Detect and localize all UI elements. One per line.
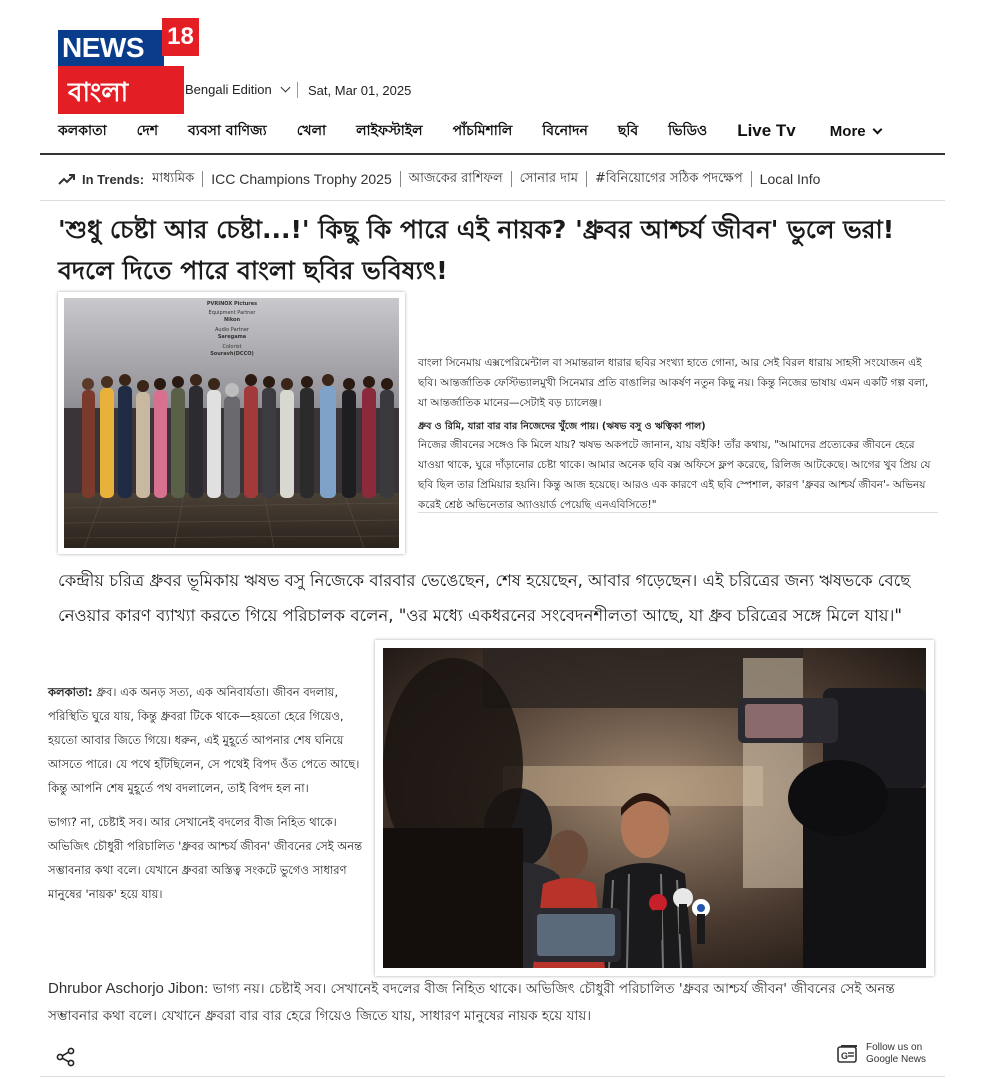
svg-text:PVRINOX Pictures: PVRINOX Pictures <box>206 301 258 307</box>
body-paragraph-1-text: ধ্রুব। এক অনড় সত্য, এক অনিবার্যতা। জীবন বদলায়, পরিস্থিতি ঘুরে যায়, কিন্তু ধ্রুবরা টিকে থাকে—হয়তো হেরে গিয়েও, হয়তো আবার জিতে গিয়ে। ধরুন, এই মুহূর্তে আপনার শেষ ঘনিয়ে আসতে পারে। যে পথে হাঁটছিলেন, সে পথেই বিপদ ওঁত পেতে আছে। কিন্তু আপনি শেষ মুহূর্তে পথ বদলালেন, তাই বিপদ হল না। <box>48 685 360 795</box>
intro-paragraph: বাংলা সিনেমায় এক্সপেরিমেন্টাল বা সমান্তরাল ধারার ছবির সংখ্যা হাতে গোনা, আর সেই বিরল ধারায় সাহসী সংযোজন এই ছবি। আন্তর্জাতিক ফেস্টিভ্যালমুখী সিনেমার প্রতি বাঙালির আকর্ষণ নতুন কিছু নয়। কিন্তু নিজের ভাষায় এমন একটি গল্প বলা, যা আন্তর্জাতিক মানের—সেটাই বড় চ্যালেঞ্জ। <box>418 357 929 409</box>
trend-gold-price[interactable]: সোনার দাম <box>519 170 578 186</box>
logo-news-text: NEWS <box>62 32 144 63</box>
google-news-label <box>866 1042 926 1066</box>
svg-text:Souravh(DCCO): Souravh(DCCO) <box>210 351 254 357</box>
nav-more-label: More <box>829 122 866 140</box>
trend-divider <box>511 171 512 187</box>
svg-text:Nikon: Nikon <box>223 317 241 323</box>
edition-selector[interactable] <box>185 82 289 97</box>
logo-18-badge: 18 <box>162 18 199 56</box>
news18-bangla-logo[interactable] <box>58 18 199 114</box>
body-text-block <box>48 680 368 906</box>
logo-news-block <box>58 30 164 66</box>
dateline: কলকাতা: <box>48 685 93 699</box>
premiere-photo-image <box>64 298 399 548</box>
edition-label: Bengali Edition <box>185 82 272 97</box>
trend-local-info[interactable]: Local Info <box>759 171 821 187</box>
lead-quote-paragraph: কেন্দ্রীয় চরিত্র ধ্রুবর ভূমিকায় ঋষভ বসু নিজেকে বারবার ভেঙেছেন, শেষ হয়েছেন, আবার গড়েছেন। এই চরিত্রের জন্য ঋষভকে বেছে নেওয়ার কারণ ব্যাখ্যা করতে গিয়ে পরিচালক বলেন, "ওর মধ্যে একধরনের সংবেদনশীলতা আছে, যা ধ্রুব চরিত্রের সঙ্গে মিলে যায়।" <box>58 571 911 625</box>
trend-divider <box>586 171 587 187</box>
nav-item-photos[interactable]: ছবি <box>617 123 639 139</box>
trends-label: In Trends: <box>82 171 145 187</box>
article-headline: 'শুধু চেষ্টা আর চেষ্টা...!' কিছু কি পারে এই নায়ক? 'ধ্রুবর আশ্চর্য জীবন' ভুলে ভরা! বদলে দিতে পারে বাংলা ছবির ভবিষ্যৎ! <box>58 215 895 285</box>
body-paragraph-1 <box>48 680 368 800</box>
logo-bangla-block <box>58 66 184 114</box>
photo-caption: ধ্রুব ও রিমি, যারা বার বার নিজেদের খুঁজে পায়। (ঋষভ বসু ও ঋত্বিকা পাল) <box>418 421 706 432</box>
google-news-line-2: Google News <box>866 1054 927 1065</box>
follow-google-news-button[interactable] <box>836 1042 926 1066</box>
trend-icc-champions-trophy[interactable]: ICC Champions Trophy 2025 <box>211 171 392 187</box>
share-icon[interactable] <box>56 1047 76 1067</box>
svg-text:Equipment Partner: Equipment Partner <box>208 310 256 316</box>
nav-more-button[interactable] <box>830 123 881 140</box>
svg-text:Audio Partner: Audio Partner <box>215 327 249 333</box>
interview-photo-image <box>383 648 926 968</box>
google-news-icon <box>836 1042 860 1066</box>
logo-bangla-text: বাংলা <box>68 78 129 108</box>
trend-divider <box>202 171 203 187</box>
trend-divider <box>400 171 401 187</box>
nav-item-kolkata[interactable]: কলকাতা <box>58 123 107 139</box>
nav-item-live-tv[interactable]: Live Tv <box>737 121 796 140</box>
nav-item-sports[interactable]: খেলা <box>296 123 327 139</box>
nav-item-entertainment[interactable]: বিনোদন <box>542 123 588 139</box>
svg-text:G: G <box>841 1051 849 1061</box>
trend-madhyamik[interactable]: মাধ্যমিক <box>152 170 195 186</box>
nav-item-lifestyle[interactable]: লাইফস্টাইল <box>356 123 423 139</box>
summary-text: : ভাগ্য নয়। চেষ্টাই সব। সেখানেই বদলের বীজ নিহিত থাকে। অভিজিৎ চৌধুরী পরিচালিত 'ধ্রুবর আশ্চর্য জীবন' জীবনের সেই অনন্ত সম্ভাবনার কথা বলে। যেখানে ধ্রুবরা বার বার হেরে গিয়েও জিতে যায়, সাধারণ মানুষের নায়ক হয়ে যায়। <box>48 981 895 1024</box>
article-photo-premiere[interactable] <box>58 292 405 554</box>
article-photo-interview[interactable] <box>375 640 934 976</box>
header-divider <box>297 82 298 98</box>
current-date: Sat, Mar 01, 2025 <box>308 83 412 98</box>
trend-divider <box>751 171 752 187</box>
body-paragraph-2: ভাগ্য? না, চেষ্টাই সব। আর সেখানেই বদলের বীজ নিহিত থাকে। অভিজিৎ চৌধুরী পরিচালিত 'ধ্রুবর আশ্চর্য জীবন' জীবনের সেই অনন্ত সম্ভাবনার কথা বলে। যেখানে ধ্রুবরা অস্তিত্ব সংকটে ভুগেও সাধারণ মানুষের 'নায়ক' হয়ে যায়। <box>48 815 363 901</box>
intro-divider <box>418 512 938 513</box>
summary-paragraph <box>48 975 938 1030</box>
nav-divider <box>40 153 945 155</box>
google-news-line-1: Follow us on <box>866 1042 923 1053</box>
summary-film-title: Dhrubor Aschorjo Jibon <box>48 980 204 997</box>
trends-divider <box>40 200 945 201</box>
nav-item-videos[interactable]: ভিডিও <box>668 123 708 139</box>
chevron-down-icon <box>280 83 290 93</box>
quote-paragraph: নিজের জীবনের সঙ্গেও কি মিলে যায়? ঋষভ অকপটে জানান, যায় বইকি! তাঁর কথায়, "আমাদের প্রত্যেকের জীবনে হেরে যাওয়া থাকে, ঘুরে দাঁড়ানোর চেষ্টা থাকে। আমার অনেক ছবি বক্স অফিসে ফ্লপ করেছে, রিলিজ আটকেছে। আগের খুব প্রিয় যে ছবি ছিল তার প্রিমিয়ার হয়নি। কিন্তু আজ হয়েছে। আরও এক কারণে এই ছবি স্পেশাল, কারণ 'ধ্রুবর আশ্চর্য জীবন'- অভিনয় করেই শ্রেষ্ঠ অভিনেতার অ্যাওয়ার্ড পেয়েছি এনএবিসিতে!" <box>418 439 931 511</box>
trending-up-icon <box>58 173 76 185</box>
intro-text-block <box>418 353 938 515</box>
nav-item-business[interactable]: ব্যবসা বাণিজ্য <box>187 123 267 139</box>
main-nav <box>58 118 938 144</box>
svg-text:Colorist: Colorist <box>222 344 242 350</box>
footer-divider <box>40 1076 945 1077</box>
nav-item-panchmishali[interactable]: পাঁচমিশালি <box>452 123 513 139</box>
svg-text:Saregama: Saregama <box>217 334 247 340</box>
nav-item-desh[interactable]: দেশ <box>136 123 158 139</box>
trends-bar <box>58 168 820 190</box>
trend-rashifal[interactable]: আজকের রাশিফল <box>408 170 503 186</box>
trend-investment[interactable]: #বিনিয়োগের সঠিক পদক্ষেপ <box>594 170 743 186</box>
chevron-down-icon <box>872 124 882 134</box>
